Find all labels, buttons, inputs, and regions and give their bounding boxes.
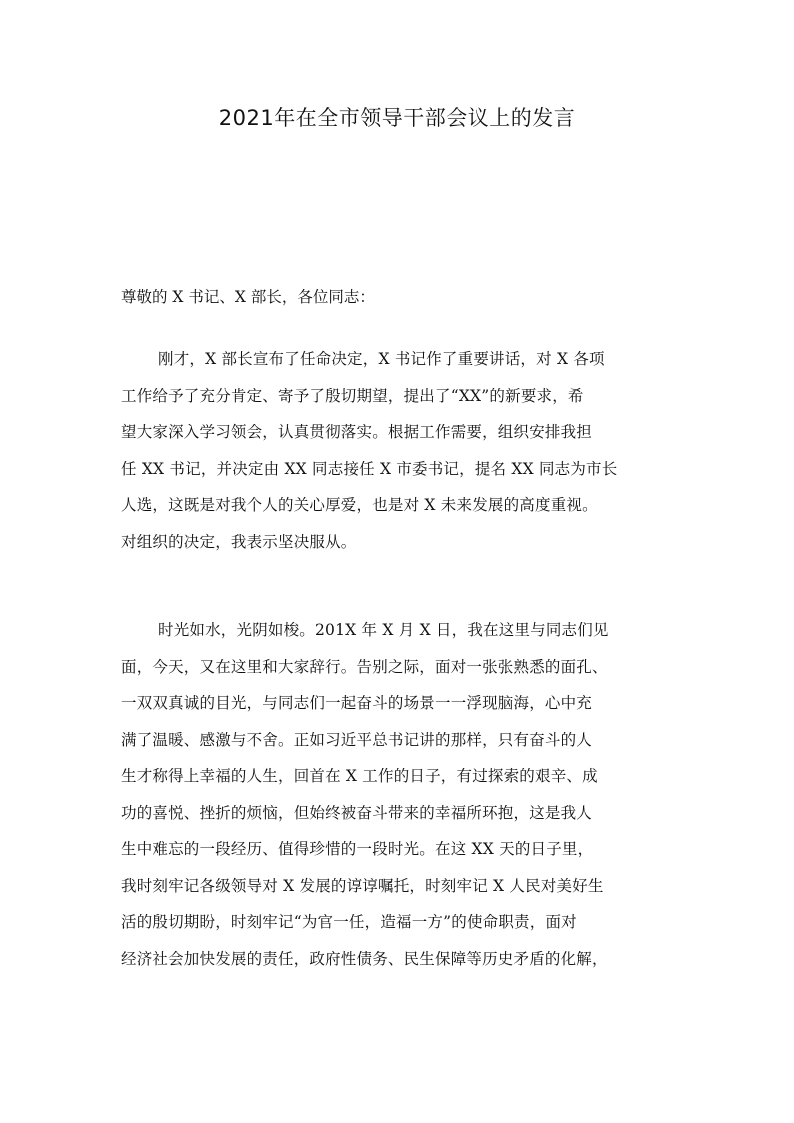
paragraph-line: 生中难忘的一段经历、值得珍惜的一段时光。在这 XX 天的日子里， <box>121 840 594 858</box>
paragraph-line: 对组织的决定，我表示坚决服从。 <box>121 532 357 551</box>
paragraph-line: 时光如水，光阴如梭。201X 年 X 月 X 日，我在这里与同志们见 <box>158 621 609 639</box>
paragraph-line: 经济社会加快发展的责任，政府性债务、民生保障等历史矛盾的化解， <box>121 949 608 968</box>
greeting-line: 尊敬的 X 书记、X 部长，各位同志： <box>121 288 375 306</box>
paragraph-1 <box>121 347 681 566</box>
paragraph-line: 活的殷切期盼，时刻牢记“为官一任，造福一方”的使命职责，面对 <box>121 913 577 931</box>
paragraph-line: 满了温暖、感激与不舍。正如习近平总书记讲的那样，只有奋斗的人 <box>121 730 593 749</box>
document-title: 2021年在全市领导干部会议上的发言 <box>218 106 576 130</box>
paragraph-line: 人选，这既是对我个人的关心厚爱，也是对 X 未来发展的高度重视。 <box>121 496 598 514</box>
paragraph-line: 望大家深入学习领会，认真贯彻落实。根据工作需要，组织安排我担 <box>121 423 593 441</box>
paragraph-line: 刚才，X 部长宣布了任命决定，X 书记作了重要讲话，对 X 各项 <box>158 350 605 368</box>
paragraph-line: 工作给予了充分肯定、寄予了殷切期望，提出了“XX”的新要求，希 <box>121 386 584 405</box>
paragraph-line: 我时刻牢记各级领导对 X 发展的谆谆嘱托，时刻牢记 X 人民对美好生 <box>121 876 604 895</box>
paragraph-2 <box>121 618 681 983</box>
paragraph-line: 功的喜悦、挫折的烦恼，但始终被奋斗带来的幸福所环抱，这是我人 <box>121 803 593 822</box>
paragraph-line: 面，今天，又在这里和大家辞行。告别之际，面对一张张熟悉的面孔、 <box>121 657 608 676</box>
paragraph-line: 一双双真诚的目光，与同志们一起奋斗的场景一一浮现脑海，心中充 <box>121 694 593 712</box>
paragraph-line: 生才称得上幸福的人生，回首在 X 工作的日子，有过探索的艰辛、成 <box>121 767 598 785</box>
paragraph-line: 任 XX 书记，并决定由 XX 同志接任 X 市委书记，提名 XX 同志为市长 <box>121 459 618 478</box>
